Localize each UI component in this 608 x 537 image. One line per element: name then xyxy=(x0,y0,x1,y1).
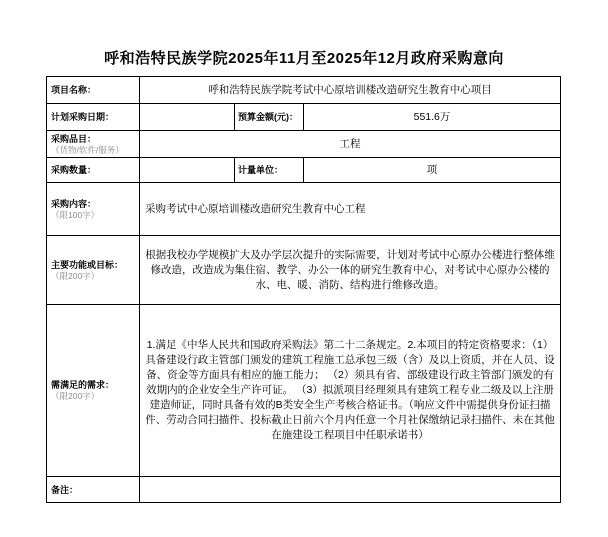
unit-value: 项 xyxy=(426,163,438,176)
content-label-group xyxy=(47,183,140,235)
category-label: 采购品目： xyxy=(51,133,97,144)
row-project-name xyxy=(47,77,560,104)
requirements-sublabel: （限200字） xyxy=(51,391,100,401)
content-label: 采购内容： xyxy=(51,198,97,209)
document-title: 呼和浩特民族学院2025年11月至2025年12月政府采购意向 xyxy=(104,50,504,67)
content-sublabel: （限100字） xyxy=(51,209,100,220)
category-value: 工程 xyxy=(339,137,361,150)
requirements-value: 1.满足《中华人民共和国政府采购法》第二十二条规定。2.本项目的特定资格要求：（1）具备建设行政主管部门颁发的建筑工程施工总承包三级（含）及以上资质，并在人员、设备、资金等方面具有相应的施工能力； （2）须具有省、部级建设行政主管部门颁发的有效期内的企业安全生产许可证。 （3）拟派项目经理须具有建筑工程专业二级及以上注册建造师证，同时具备有效的B类安全生产考核合格证书。（响应文件中需提供身份证扫描件、劳动合同扫描件、投标截止日前六个月内任意一个月社保缴纳记录扫描件、未在其他在施建设工程项目中任职承诺书） xyxy=(145,339,555,441)
planned-date-value xyxy=(140,104,235,130)
row-goal xyxy=(47,236,560,305)
row-category xyxy=(47,131,560,158)
requirements-label: 需满足的需求： xyxy=(51,380,115,390)
requirements-label-group xyxy=(47,305,140,476)
row-remarks xyxy=(47,477,560,502)
category-sublabel: （货物/软件/服务） xyxy=(51,144,124,155)
remarks-label: 备注： xyxy=(47,477,140,502)
project-name-value: 呼和浩特民族学院考试中心原培训楼改造研究生教育中心项目 xyxy=(208,83,492,96)
category-label-group xyxy=(47,131,140,157)
procurement-intention-table xyxy=(46,76,561,503)
planned-date-label: 计划采购日期： xyxy=(47,104,140,130)
goal-value: 根据我校办学规模扩大及办学层次提升的实际需要，计划对考试中心原办公楼进行整体维修改造，改造成为集住宿、教学、办公一体的研究生教育中心，对考试中心原办公楼的水、电、暖、消防、结构进行维修改造。 xyxy=(145,248,555,291)
quantity-label: 采购数量： xyxy=(47,158,140,182)
budget-value: 551.6万 xyxy=(413,110,451,123)
goal-sublabel: （限200字） xyxy=(51,270,100,281)
row-planned-date-budget xyxy=(47,104,560,131)
unit-label: 计量单位： xyxy=(235,158,304,182)
project-name-label: 项目名称： xyxy=(47,77,140,103)
row-quantity-unit xyxy=(47,158,560,183)
quantity-value xyxy=(140,158,235,182)
goal-label-group xyxy=(47,236,140,304)
remarks-value xyxy=(140,477,560,502)
budget-label: 预算金额(元)： xyxy=(235,104,304,130)
goal-label: 主要功能或目标： xyxy=(51,259,124,270)
content-value: 采购考试中心原培训楼改造研究生教育中心工程 xyxy=(145,202,366,215)
row-content xyxy=(47,183,560,236)
row-requirements xyxy=(47,305,560,477)
